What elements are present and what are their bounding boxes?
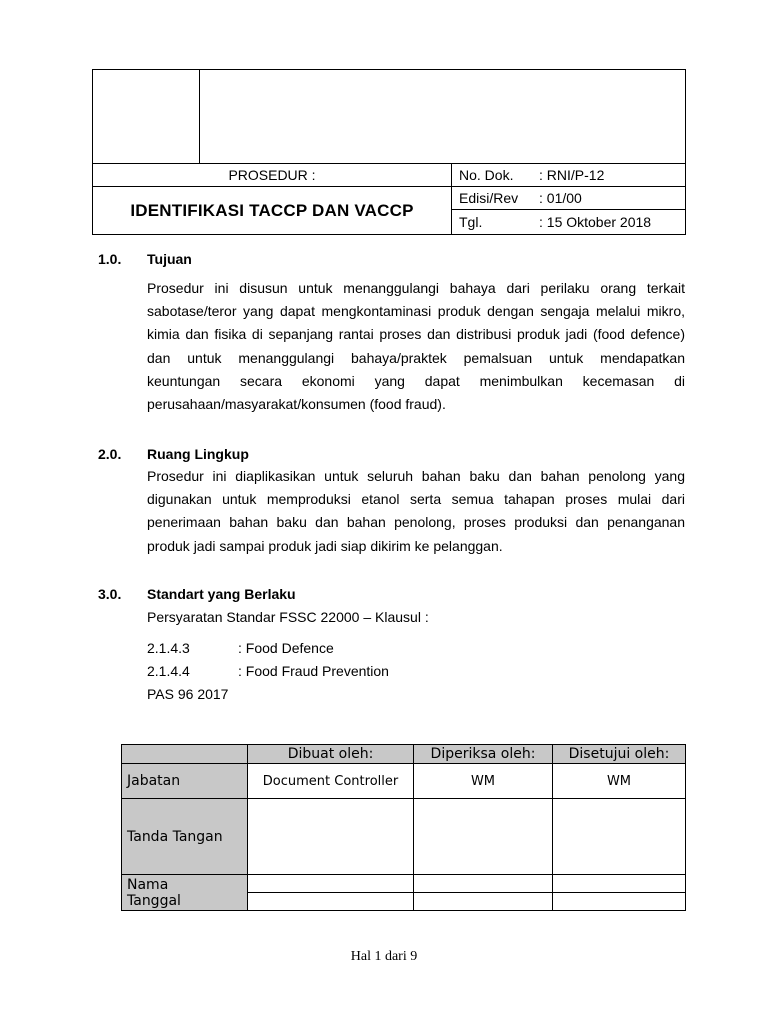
signature-checked xyxy=(414,799,553,875)
section-3-number: 3.0. xyxy=(98,586,122,602)
approval-corner xyxy=(122,745,248,764)
section-2-heading: Ruang Lingkup xyxy=(147,446,249,462)
page-number: Hal 1 dari 9 xyxy=(350,949,418,964)
section-1-number: 1.0. xyxy=(98,251,122,267)
company-cell xyxy=(200,70,686,164)
clause-code: 2.1.4.4 xyxy=(147,663,190,679)
meta-date: Tgl. : 15 Oktober 2018 xyxy=(452,210,686,235)
jabatan-created: Document Controller xyxy=(248,764,414,799)
section-2-number: 2.0. xyxy=(98,446,122,462)
signature-approved xyxy=(553,799,686,875)
date-approved xyxy=(553,893,686,911)
date-created xyxy=(248,893,414,911)
clause-label: : Food Defence xyxy=(238,640,334,656)
clause-label: : Food Fraud Prevention xyxy=(238,663,389,679)
date-checked xyxy=(414,893,553,911)
name-approved xyxy=(553,875,686,893)
column-approved-by: Disetujui oleh: xyxy=(553,745,686,764)
name-created xyxy=(248,875,414,893)
section-2-paragraph: Prosedur ini diaplikasikan untuk seluruh bahan baku dan bahan penolong yang digunakan untuk memproduksi etanol serta semua tahapan proses mulai dari penerimaan bahan baku dan bahan penolong, proses produksi dan penanganan produk jadi sampai produk jadi siap dikirim ke pelanggan. xyxy=(147,468,685,554)
meta-doc-number: No. Dok. : RNI/P-12 xyxy=(452,164,686,187)
approval-table xyxy=(121,744,686,911)
row-label-name: Nama xyxy=(122,875,248,893)
clause-row xyxy=(147,640,334,656)
document-title: IDENTIFIKASI TACCP DAN VACCP xyxy=(93,187,452,235)
row-label-date: Tanggal xyxy=(122,893,248,911)
column-created-by: Dibuat oleh: xyxy=(248,745,414,764)
name-checked xyxy=(414,875,553,893)
section-1-paragraph: Prosedur ini disusun untuk menanggulangi bahaya dari perilaku orang terkait sabotase/teror yang dapat mengkontaminasi produk dengan sengaja melalui mikro, kimia dan fisika di sepanjang rantai proses dan distribusi produk jadi (food defence) dan untuk menanggulangi bahaya/praktek pemalsuan untuk mendapatkan keuntungan secara ekonomi yang dapat menimbulkan kecemasan di perusahaan/masyarakat/konsumen (food fraud). xyxy=(147,280,685,413)
row-label-signature: Tanda Tangan xyxy=(122,799,248,875)
logo-cell xyxy=(93,70,200,164)
section-3-heading: Standart yang Berlaku xyxy=(147,586,296,602)
prosedur-label: PROSEDUR : xyxy=(93,164,452,187)
section-3-intro: Persyaratan Standar FSSC 22000 – Klausul : xyxy=(147,609,429,625)
signature-created xyxy=(248,799,414,875)
document-header xyxy=(92,69,686,235)
section-3-extra: PAS 96 2017 xyxy=(147,686,229,702)
clause-code: 2.1.4.3 xyxy=(147,640,190,656)
column-checked-by: Diperiksa oleh: xyxy=(414,745,553,764)
jabatan-approved: WM xyxy=(553,764,686,799)
row-label-jabatan: Jabatan xyxy=(122,764,248,799)
section-1-heading: Tujuan xyxy=(147,251,192,267)
clause-row xyxy=(147,663,389,679)
jabatan-checked: WM xyxy=(414,764,553,799)
meta-revision: Edisi/Rev : 01/00 xyxy=(452,187,686,210)
